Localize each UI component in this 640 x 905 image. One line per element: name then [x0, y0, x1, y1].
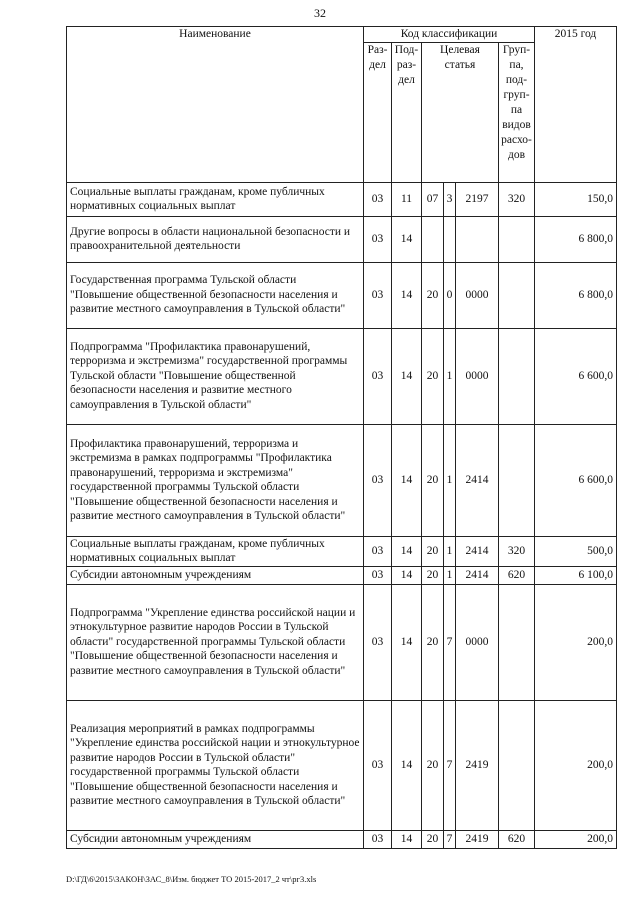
table-row — [67, 262, 617, 328]
row-group: 620 — [499, 566, 535, 584]
row-target-3: 0000 — [456, 584, 499, 700]
row-target-2: 1 — [444, 328, 456, 424]
row-section: 03 — [364, 424, 392, 536]
row-amount: 6 800,0 — [535, 262, 617, 328]
row-section: 03 — [364, 182, 392, 216]
row-amount: 6 100,0 — [535, 566, 617, 584]
row-subsection: 14 — [392, 262, 422, 328]
row-section: 03 — [364, 700, 392, 830]
page-number: 32 — [314, 6, 326, 20]
header-target-item: Целевая статья — [422, 42, 499, 182]
row-target-3: 0000 — [456, 262, 499, 328]
row-section: 03 — [364, 262, 392, 328]
row-target-3: 2419 — [456, 700, 499, 830]
row-target-3: 2419 — [456, 830, 499, 848]
row-name: Реализация мероприятий в рамках подпрограммы "Укрепление единства российской нации и этнокультурное развитие народов России в Тульской области" государственной программы Тульской области "Повышение общественной безопасности населения и развитие местного самоуправления в Тульской области" — [67, 700, 364, 830]
row-target-1: 20 — [422, 328, 444, 424]
row-name: Социальные выплаты гражданам, кроме публичных нормативных социальных выплат — [67, 536, 364, 566]
row-target-3: 2414 — [456, 536, 499, 566]
header-year: 2015 год — [535, 27, 617, 183]
row-target-1: 20 — [422, 424, 444, 536]
row-target-2: 1 — [444, 536, 456, 566]
row-group: 320 — [499, 182, 535, 216]
row-target-1: 20 — [422, 536, 444, 566]
row-amount: 6 800,0 — [535, 216, 617, 262]
row-subsection: 14 — [392, 700, 422, 830]
row-target-2: 3 — [444, 182, 456, 216]
row-name: Другие вопросы в области национальной безопасности и правоохранительной деятельности — [67, 216, 364, 262]
row-target-1: 20 — [422, 566, 444, 584]
header-row-1 — [67, 27, 617, 43]
row-target-2 — [444, 216, 456, 262]
table-row — [67, 216, 617, 262]
row-amount: 6 600,0 — [535, 328, 617, 424]
row-group — [499, 262, 535, 328]
row-subsection: 14 — [392, 424, 422, 536]
row-amount: 200,0 — [535, 700, 617, 830]
header-name: Наименование — [67, 27, 364, 183]
row-group — [499, 424, 535, 536]
row-section: 03 — [364, 566, 392, 584]
row-target-1: 20 — [422, 584, 444, 700]
header-expense-type-group: Груп- па, под- груп- па видов расхо- дов — [499, 42, 535, 182]
row-name: Подпрограмма "Укрепление единства российской нации и этнокультурное развитие народов России в Тульской области" государственной программы Тульской области "Повышение общественной безопасности населения и развитие местного самоуправления в Тульской области" — [67, 584, 364, 700]
table-row — [67, 536, 617, 566]
row-target-3: 2197 — [456, 182, 499, 216]
table-row — [67, 328, 617, 424]
row-target-2: 7 — [444, 830, 456, 848]
row-target-2: 7 — [444, 584, 456, 700]
row-subsection: 14 — [392, 536, 422, 566]
row-target-2: 0 — [444, 262, 456, 328]
table-row — [67, 830, 617, 848]
header-section: Раз- дел — [364, 42, 392, 182]
row-section: 03 — [364, 584, 392, 700]
row-name: Государственная программа Тульской области "Повышение общественной безопасности населения и развитие местного самоуправления в Тульской области" — [67, 262, 364, 328]
header-subsection: Под- раз- дел — [392, 42, 422, 182]
row-section: 03 — [364, 830, 392, 848]
row-target-2: 7 — [444, 700, 456, 830]
row-group: 620 — [499, 830, 535, 848]
row-name: Профилактика правонарушений, терроризма и экстремизма в рамках подпрограммы "Профилактика правонарушений, терроризма и экстремизма" государственной программы Тульской области "Повышение общественной безопасности населения и развитие местного самоуправления в Тульской области" — [67, 424, 364, 536]
row-subsection: 14 — [392, 584, 422, 700]
footer-file-path: D:\ГД\6\2015\ЗАКОН\ЗАС_8\Изм. бюджет ТО 2015-2017_2 чт\рг3.xls — [66, 874, 317, 884]
row-subsection: 14 — [392, 328, 422, 424]
row-target-1 — [422, 216, 444, 262]
table-row — [67, 424, 617, 536]
row-target-2: 1 — [444, 424, 456, 536]
row-target-2: 1 — [444, 566, 456, 584]
table-row — [67, 182, 617, 216]
budget-table — [66, 26, 617, 849]
row-section: 03 — [364, 536, 392, 566]
row-group — [499, 216, 535, 262]
row-subsection: 14 — [392, 566, 422, 584]
table-row — [67, 700, 617, 830]
row-target-1: 20 — [422, 262, 444, 328]
row-amount: 6 600,0 — [535, 424, 617, 536]
row-name: Подпрограмма "Профилактика правонарушений, терроризма и экстремизма" государственной программы Тульской области "Повышение общественной безопасности населения и развитие местного самоуправления в Тульской области" — [67, 328, 364, 424]
row-target-1: 07 — [422, 182, 444, 216]
row-subsection: 14 — [392, 216, 422, 262]
row-target-1: 20 — [422, 700, 444, 830]
row-name: Социальные выплаты гражданам, кроме публичных нормативных социальных выплат — [67, 182, 364, 216]
row-amount: 200,0 — [535, 584, 617, 700]
row-name: Субсидии автономным учреждениям — [67, 830, 364, 848]
header-classification-code: Код классификации — [364, 27, 535, 43]
row-target-3: 2414 — [456, 566, 499, 584]
row-group: 320 — [499, 536, 535, 566]
row-group — [499, 584, 535, 700]
row-name: Субсидии автономным учреждениям — [67, 566, 364, 584]
row-section: 03 — [364, 328, 392, 424]
row-target-3: 2414 — [456, 424, 499, 536]
table-row — [67, 584, 617, 700]
row-target-1: 20 — [422, 830, 444, 848]
row-amount: 150,0 — [535, 182, 617, 216]
table-row — [67, 566, 617, 584]
row-group — [499, 700, 535, 830]
row-subsection: 14 — [392, 830, 422, 848]
row-amount: 200,0 — [535, 830, 617, 848]
row-target-3: 0000 — [456, 328, 499, 424]
row-group — [499, 328, 535, 424]
row-subsection: 11 — [392, 182, 422, 216]
row-amount: 500,0 — [535, 536, 617, 566]
row-section: 03 — [364, 216, 392, 262]
row-target-3 — [456, 216, 499, 262]
